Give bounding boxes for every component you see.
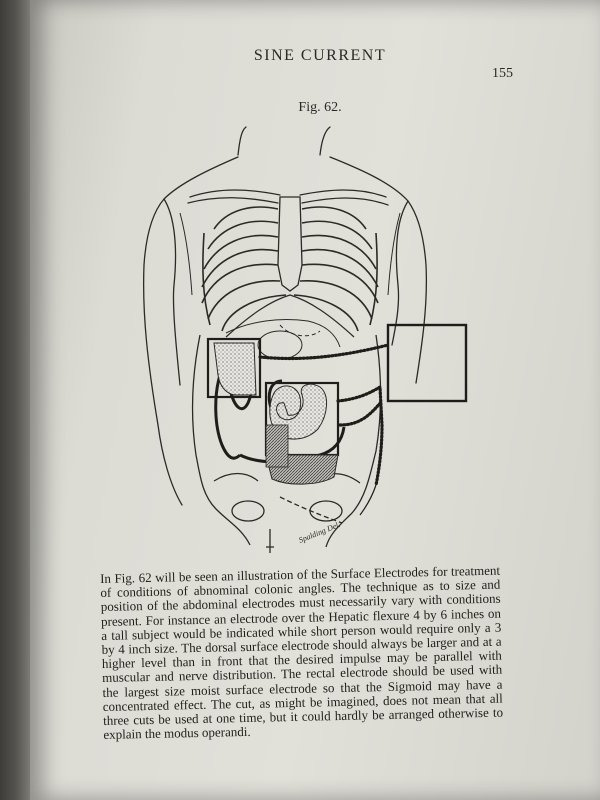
sternum: [278, 197, 302, 291]
body-paragraph: In Fig. 62 will be seen an illustration of the Surface Electrodes for treatment of conditions of abnominal colonic angles. The technique as to size and position of the abdominal electrodes must necessarily vary with conditions present. For instance an electrode over the Hepatic flexure 4 by 6 inches on a tall subject would be indicated while short person would require only a 3 by 4 inch size. The dorsal surface electrode should always be larger and at a higher level than in front that the desired impulse may be parallel with muscular and nerve distribution. The rectal electrode should be used with the largest size moist surface electrode so that the Sigmoid may have a concentrated effect. The cut, as might be imagined, does not mean that all three cuts be used at one time, but it could hardly be arranged otherwise to explain the modus operandi.: [99, 562, 504, 743]
hepatic-flexure-stipple: [214, 343, 256, 395]
electrode-dorsal: [388, 325, 466, 401]
artist-signature: Spalding Del.: [297, 520, 342, 545]
clavicle-right: [300, 190, 386, 197]
running-head: SINE CURRENT: [253, 47, 387, 64]
page-number: 155: [492, 66, 513, 81]
figure-caption: Fig. 62.: [298, 100, 342, 115]
rib-cage: [202, 207, 378, 337]
anatomical-illustration: [130, 125, 490, 565]
neck-outline: [238, 127, 330, 155]
lead-wire-lower: [338, 387, 382, 485]
lead-wire-rectal: [340, 401, 382, 425]
lead-wire-upper: [260, 345, 388, 359]
clavicle-left: [190, 190, 280, 197]
